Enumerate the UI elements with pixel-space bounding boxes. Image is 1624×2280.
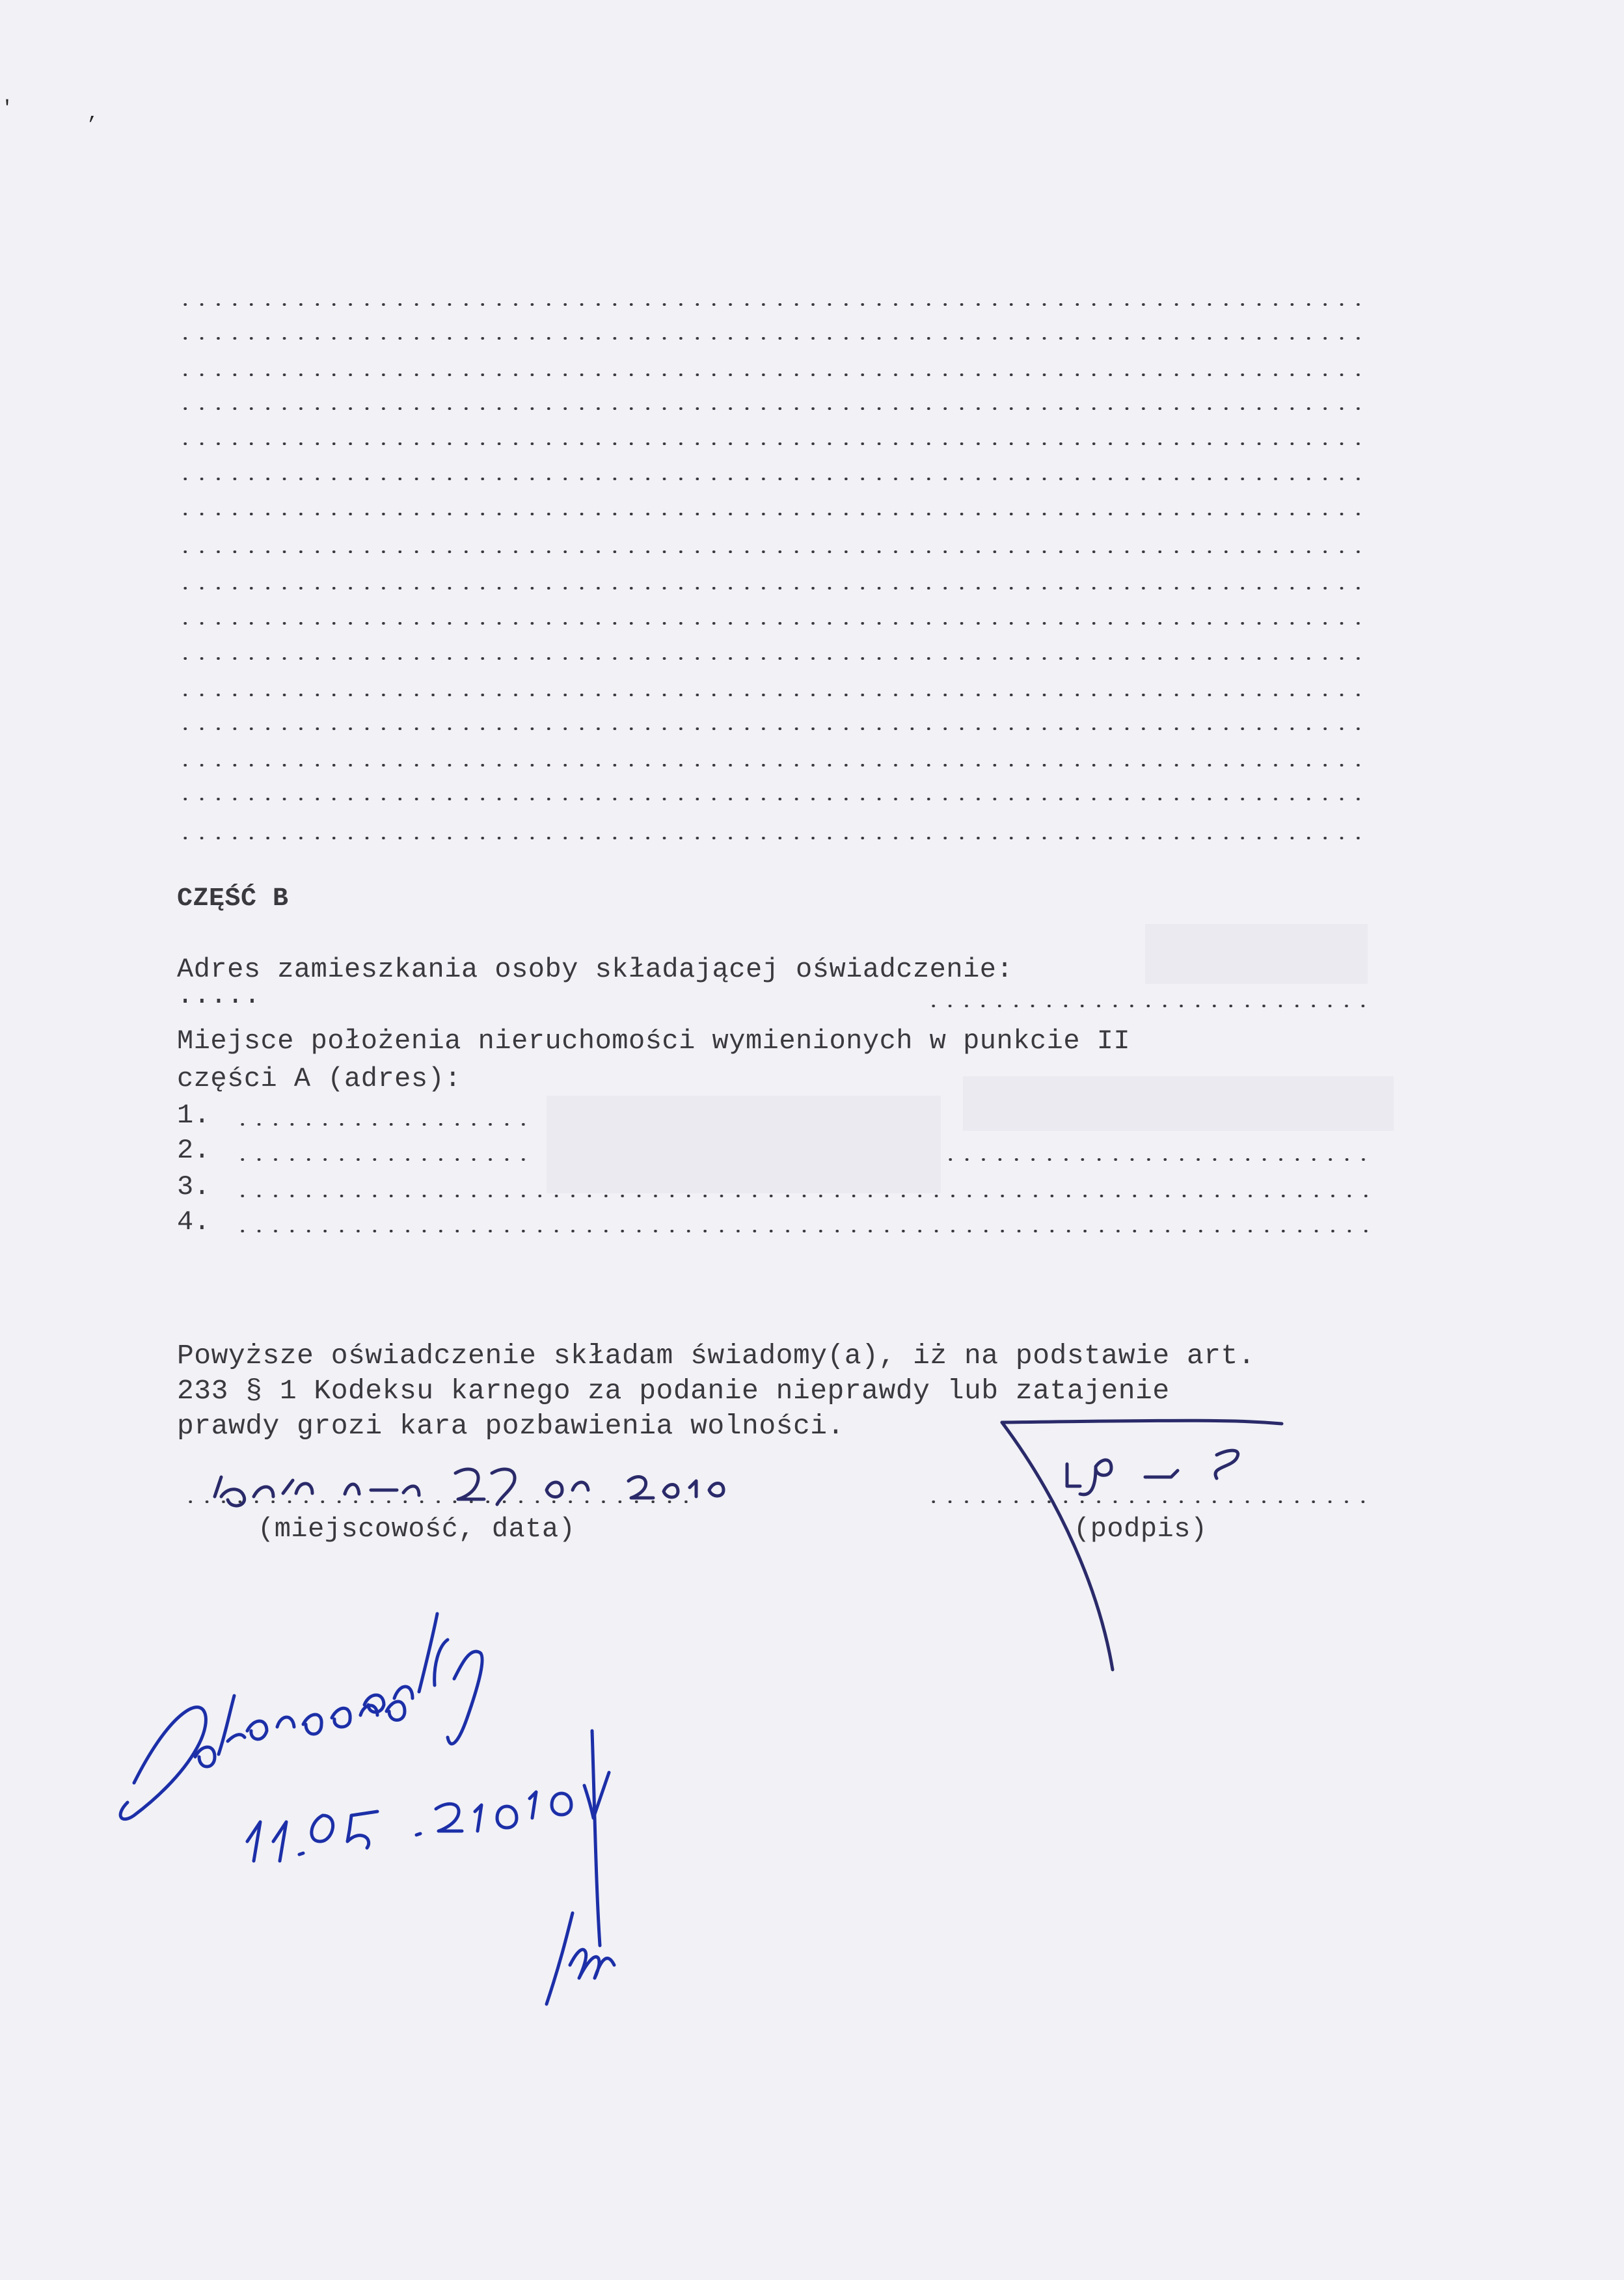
handwritten-signature <box>1002 1420 1282 1670</box>
item-number: 2. <box>177 1135 211 1166</box>
item-number: 3. <box>177 1171 211 1202</box>
item-number: 4. <box>177 1206 211 1238</box>
address-label: Adres zamieszkania osoby składającej oświadczenie: <box>177 954 1014 985</box>
scan-speck: ' <box>1 98 14 120</box>
handwritten-place-date <box>215 1469 724 1506</box>
declaration-line: prawdy grozi kara pozbawienia wolności. <box>177 1410 845 1442</box>
section-heading: CZĘŚĆ B <box>177 884 289 914</box>
declaration-line: 233 § 1 Kodeksu karnego za podanie nieprawdy lub zatajenie <box>177 1375 1170 1407</box>
declaration-line: Powyższe oświadczenie składam świadomy(a), iż na podstawie art. <box>177 1340 1256 1372</box>
signature-caption: (podpis) <box>1074 1513 1208 1545</box>
item-number: 1. <box>177 1100 211 1131</box>
handwritten-annotation <box>120 1614 609 1861</box>
property-label-continued: części A (adres): <box>177 1063 461 1094</box>
place-date-caption: (miejscowość, data) <box>258 1513 576 1545</box>
property-label: Miejsce położenia nieruchomości wymienionych w punkcie II <box>177 1025 1131 1057</box>
scan-speck: , <box>87 103 100 125</box>
address-dots: ..... <box>177 980 261 1011</box>
handwritten-initials <box>547 1731 614 2004</box>
